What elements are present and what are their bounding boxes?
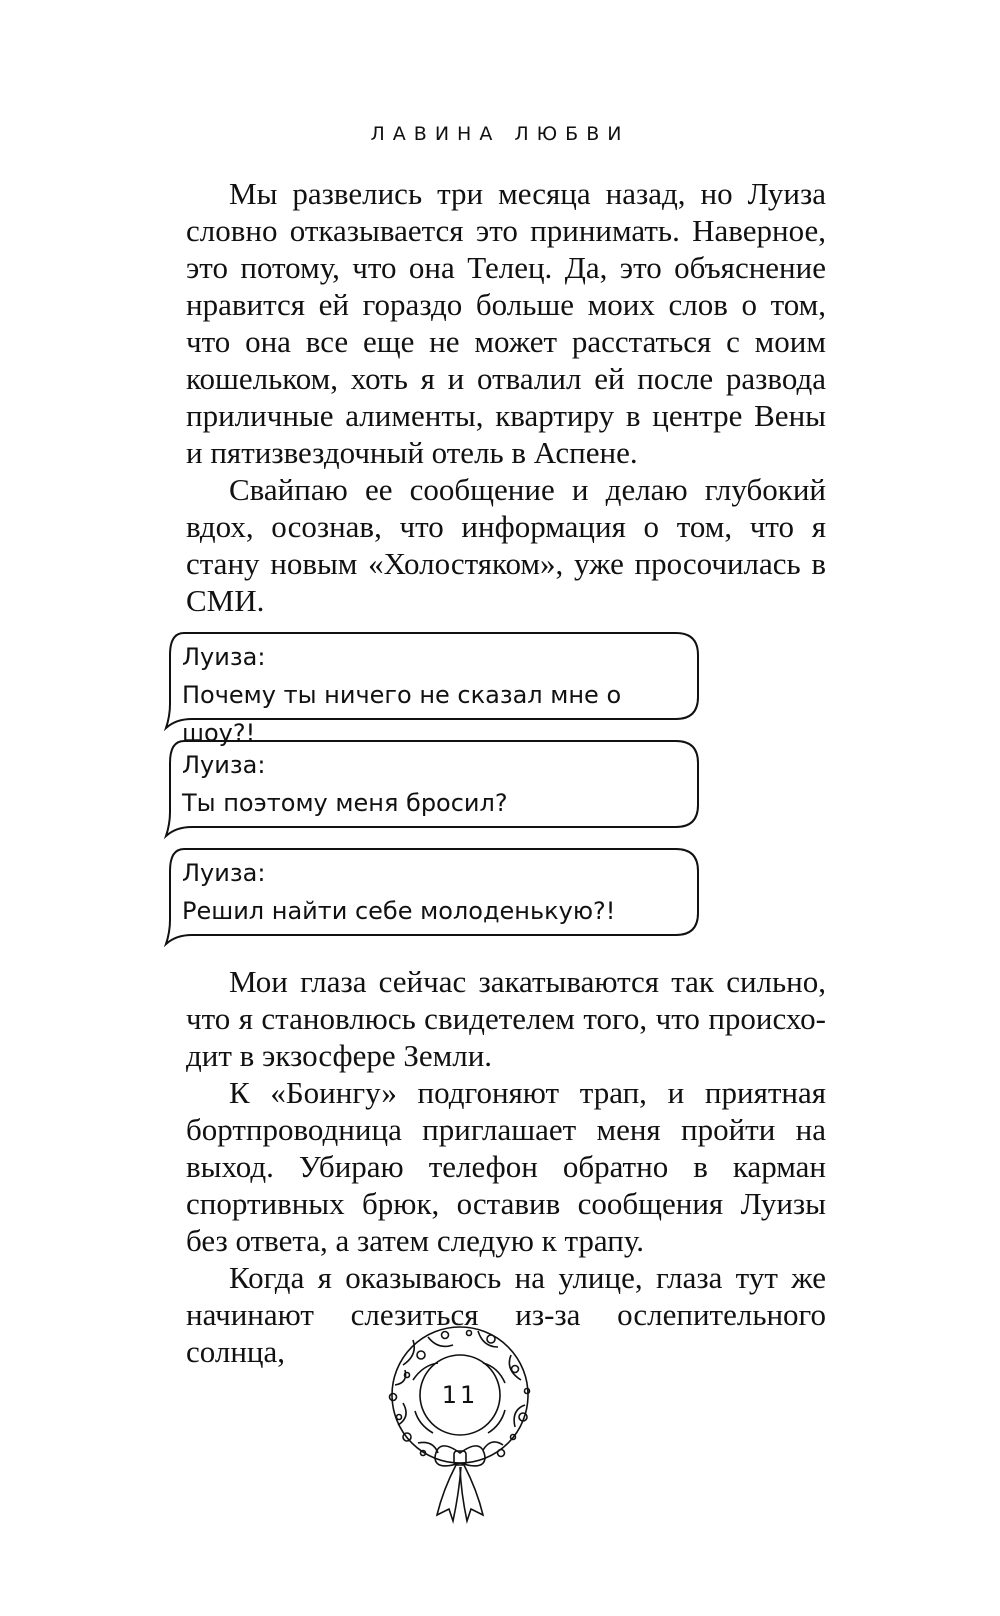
paragraph: Свайпаю ее сообщение и делаю глубокий вдох, осознав, что информация о том, что я стану новым «Холостяком», уже просочилась в СМИ.: [186, 472, 826, 618]
chat-message-bubble: [162, 632, 698, 747]
paragraph: Мои глаза сейчас закатываются так сильно, что я становлюсь свидетелем того, что происходит в экзосфере Земли.: [186, 964, 826, 1073]
body-text-top: [186, 175, 826, 619]
message-sender: Луиза:: [182, 643, 266, 671]
paragraph: Мы развелись три месяца назад, но Луиза словно отказывается это принимать. Наверное, это потому, что она Телец. Да, это объяснение нравится ей гораздо больше моих слов о том, что она все еще не может расстаться с моим кошельком, хоть я и отвалил ей после развода приличные алименты, квартиру в центре Вены и пятизвездочный отель в Аспене.: [186, 176, 826, 470]
running-header: ЛАВИНА ЛЮБВИ: [370, 123, 630, 145]
chat-message-bubble: [162, 848, 698, 936]
message-text: Решил найти себе молоденькую?!: [182, 897, 616, 925]
message-sender: Луиза:: [182, 751, 266, 779]
message-sender: Луиза:: [182, 859, 266, 887]
message-text: Ты поэтому меня бросил?: [182, 789, 508, 817]
paragraph: К «Боингу» подгоняют трап, и приятная бортпроводница приглашает меня пройти на выход. Убираю телефон обратно в карман спортивных брюк, оставив сообщения Луизы без ответа, а затем следую к трапу.: [186, 1075, 826, 1258]
message-text: Почему ты ничего не сказал мне о шоу?!: [182, 681, 622, 747]
paragraph: Когда я оказываюсь на улице, глаза тут же начинают слезиться из-за ослепительного солнца,: [186, 1260, 826, 1369]
christmas-wreath-icon: [383, 1325, 537, 1525]
body-text-bottom: [186, 963, 826, 1370]
page-number: 11: [441, 1381, 479, 1409]
chat-message-bubble: [162, 740, 698, 828]
